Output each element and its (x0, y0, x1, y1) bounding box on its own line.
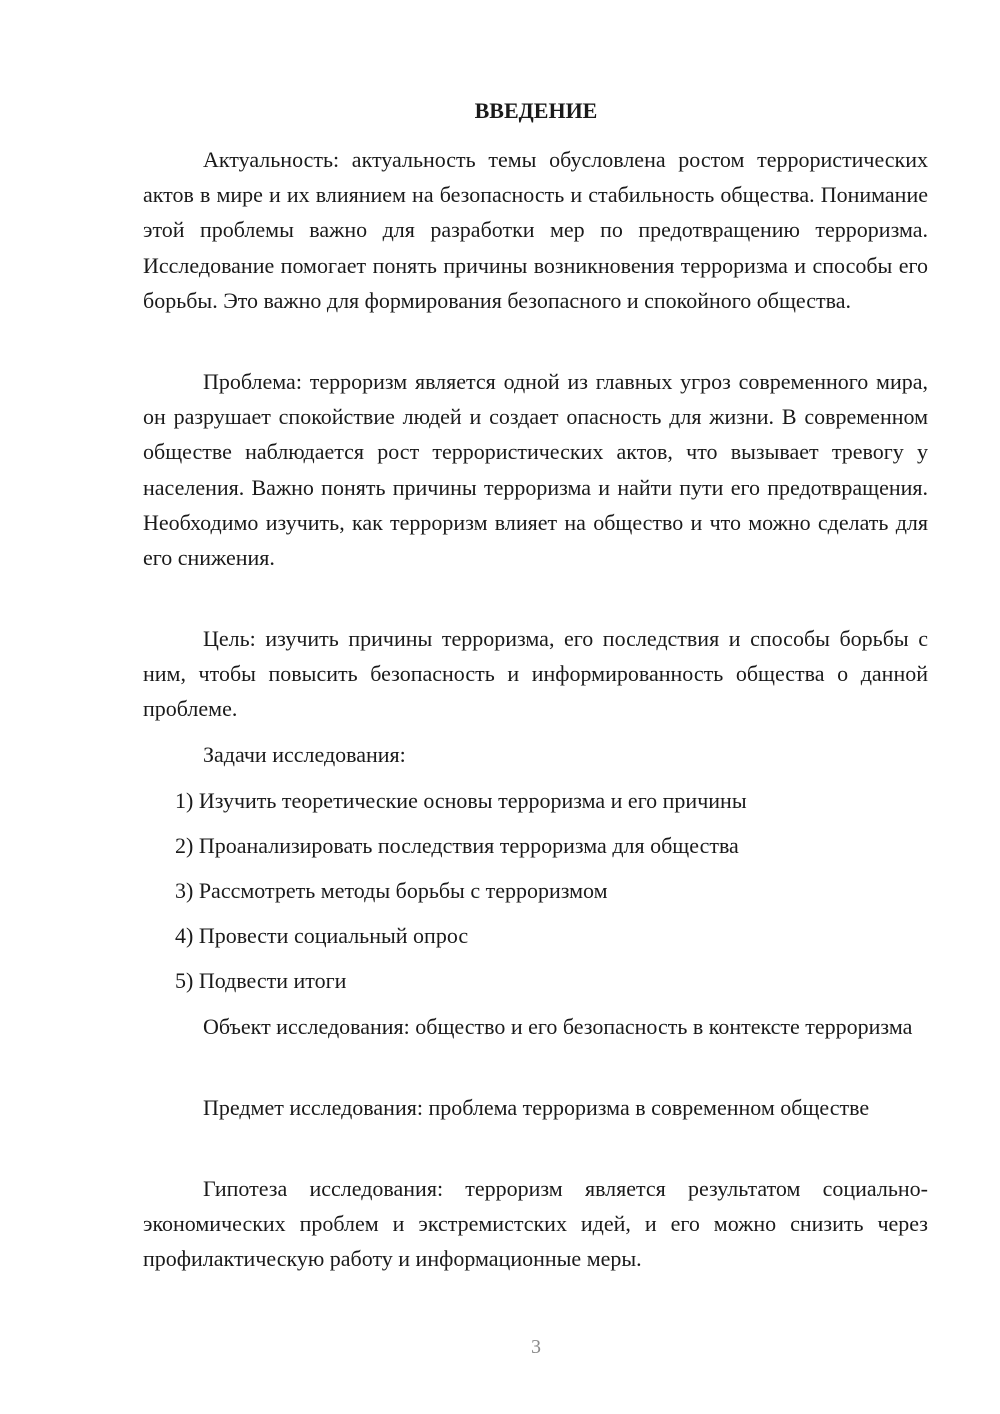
tasks-title: Задачи исследования: (203, 742, 406, 767)
paragraph-goal: Цель: изучить причины терроризма, его последствия и способы борьбы с ним, чтобы повысить безопасность и информированность общества о данной проблеме. (143, 626, 928, 722)
paragraph-subject: Предмет исследования: проблема терроризма в современном обществе (203, 1095, 870, 1120)
paragraph-problem: Проблема: терроризм является одной из главных угроз современного мира, он разрушает спокойствие людей и создает опасность для жизни. В современном обществе наблюдается рост террористических актов, что вызывает тревогу у населения. Важно понять причины терроризма и найти пути его предотвращения. Необходимо изучить, как терроризм влияет на общество и что можно сделать для его снижения. (143, 369, 928, 571)
task-item-4: 4) Провести социальный опрос (175, 923, 469, 948)
task-item-3: 3) Рассмотреть методы борьбы с терроризмом (175, 878, 608, 903)
task-item-2: 2) Проанализировать последствия терроризма для общества (175, 833, 739, 858)
task-item-5: 5) Подвести итоги (175, 968, 347, 993)
page-number: 3 (531, 1336, 541, 1358)
paragraph-relevance: Актуальность: актуальность темы обусловлена ростом террористических актов в мире и их влиянием на безопасность и стабильность общества. Понимание этой проблемы важно для разработки мер по предотвращению терроризма. Исследование помогает понять причины возникновения терроризма и способы его борьбы. Это важно для формирования безопасного и спокойного общества. (143, 147, 928, 313)
task-item-1: 1) Изучить теоретические основы терроризма и его причины (175, 788, 747, 813)
paragraph-object: Объект исследования: общество и его безопасность в контексте терроризма (203, 1014, 913, 1039)
paragraph-hypothesis: Гипотеза исследования: терроризм является результатом социально-экономических проблем и экстремистских идей, и его можно снизить через профилактическую работу и информационные меры. (143, 1176, 928, 1272)
section-heading: ВВЕДЕНИЕ (474, 98, 598, 123)
